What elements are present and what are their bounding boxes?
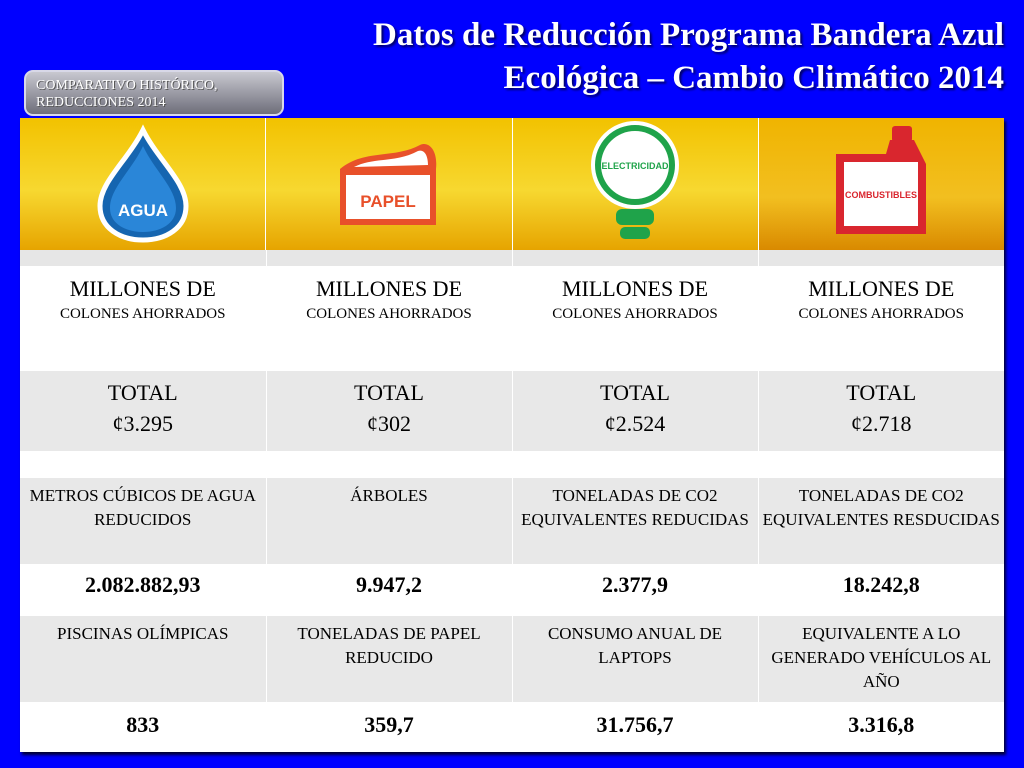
total-value: ¢2.718 (851, 411, 912, 436)
unit-value-row (20, 564, 1004, 616)
savings-title: MILLONES DE (69, 276, 216, 301)
data-panel (20, 118, 1004, 752)
badge-line-2: REDUCCIONES 2014 (36, 95, 166, 110)
savings-subtitle: COLONES AHORRADOS (798, 306, 964, 322)
savings-title: MILLONES DE (315, 276, 463, 301)
savings-title: MILLONES DE (808, 276, 955, 301)
total-value: ¢3.295 (112, 411, 173, 436)
savings-cell (20, 266, 266, 371)
title-line-1: Datos de Reducción Programa Bandera Azul (373, 17, 1004, 53)
equivalence-row (20, 616, 1004, 702)
total-cell (266, 371, 512, 451)
water-label: AGUA (117, 201, 168, 220)
total-row (20, 371, 1004, 451)
equivalence-label: PISCINAS OLÍMPICAS (20, 616, 266, 702)
badge-line-1: COMPARATIVO HISTÓRICO, (36, 78, 218, 93)
total-cell (758, 371, 1004, 451)
unit-value: 2.377,9 (512, 564, 758, 616)
comparison-badge (24, 70, 284, 116)
banner-cell-fuel (759, 118, 1004, 250)
unit-row (20, 478, 1004, 564)
unit-value: 9.947,2 (266, 564, 512, 616)
paper-icon (324, 129, 454, 239)
savings-cell (758, 266, 1004, 371)
total-cell (512, 371, 758, 451)
total-value: ¢2.524 (604, 411, 666, 436)
equivalence-value: 3.316,8 (758, 702, 1004, 752)
banner-cell-electricity (513, 118, 759, 250)
savings-cell (512, 266, 758, 371)
title-line-2: Ecológica – Cambio Climático 2014 (503, 60, 1004, 96)
unit-label: METROS CÚBICOS DE AGUA REDUCIDOS (20, 478, 266, 564)
equivalence-value: 833 (20, 702, 266, 752)
equivalence-label: TONELADAS DE PAPEL REDUCIDO (266, 616, 512, 702)
savings-subtitle: COLONES AHORRADOS (306, 306, 472, 322)
spacer-row (20, 250, 1004, 266)
equivalence-value: 31.756,7 (512, 702, 758, 752)
fuel-label: COMBUSTIBLES (845, 190, 918, 200)
savings-subtitle: COLONES AHORRADOS (60, 306, 226, 322)
unit-value: 2.082.882,93 (20, 564, 266, 616)
water-drop-icon (88, 124, 198, 244)
unit-label: TONELADAS DE CO2 EQUIVALENTES REDUCIDAS (512, 478, 758, 564)
unit-label: TONELADAS DE CO2 EQUIVALENTES RESDUCIDAS (758, 478, 1004, 564)
unit-label: ÁRBOLES (266, 478, 512, 564)
total-label: TOTAL (600, 380, 670, 405)
savings-cell (266, 266, 512, 371)
equivalence-label: EQUIVALENTE A LO GENERADO VEHÍCULOS AL AÑO (758, 616, 1004, 702)
savings-title: MILLONES DE (561, 276, 709, 301)
banner-cell-water (20, 118, 266, 250)
savings-subtitle: COLONES AHORRADOS (552, 306, 718, 322)
total-cell (20, 371, 266, 451)
total-label: TOTAL (107, 380, 178, 405)
equivalence-value: 359,7 (266, 702, 512, 752)
electricity-label: ELECTRICIDAD (601, 161, 669, 171)
unit-value: 18.242,8 (758, 564, 1004, 616)
fuel-can-icon (826, 124, 936, 244)
total-label: TOTAL (354, 380, 424, 405)
equivalence-value-row (20, 702, 1004, 752)
paper-label: PAPEL (360, 192, 416, 211)
spacer-row (20, 451, 1004, 478)
page-title (184, 14, 1004, 100)
reduction-table (20, 250, 1004, 752)
savings-row (20, 266, 1004, 371)
category-banner (20, 118, 1004, 250)
total-label: TOTAL (846, 380, 917, 405)
banner-cell-paper (266, 118, 512, 250)
equivalence-label: CONSUMO ANUAL DE LAPTOPS (512, 616, 758, 702)
lightbulb-icon (580, 121, 690, 247)
total-value: ¢302 (367, 411, 411, 436)
